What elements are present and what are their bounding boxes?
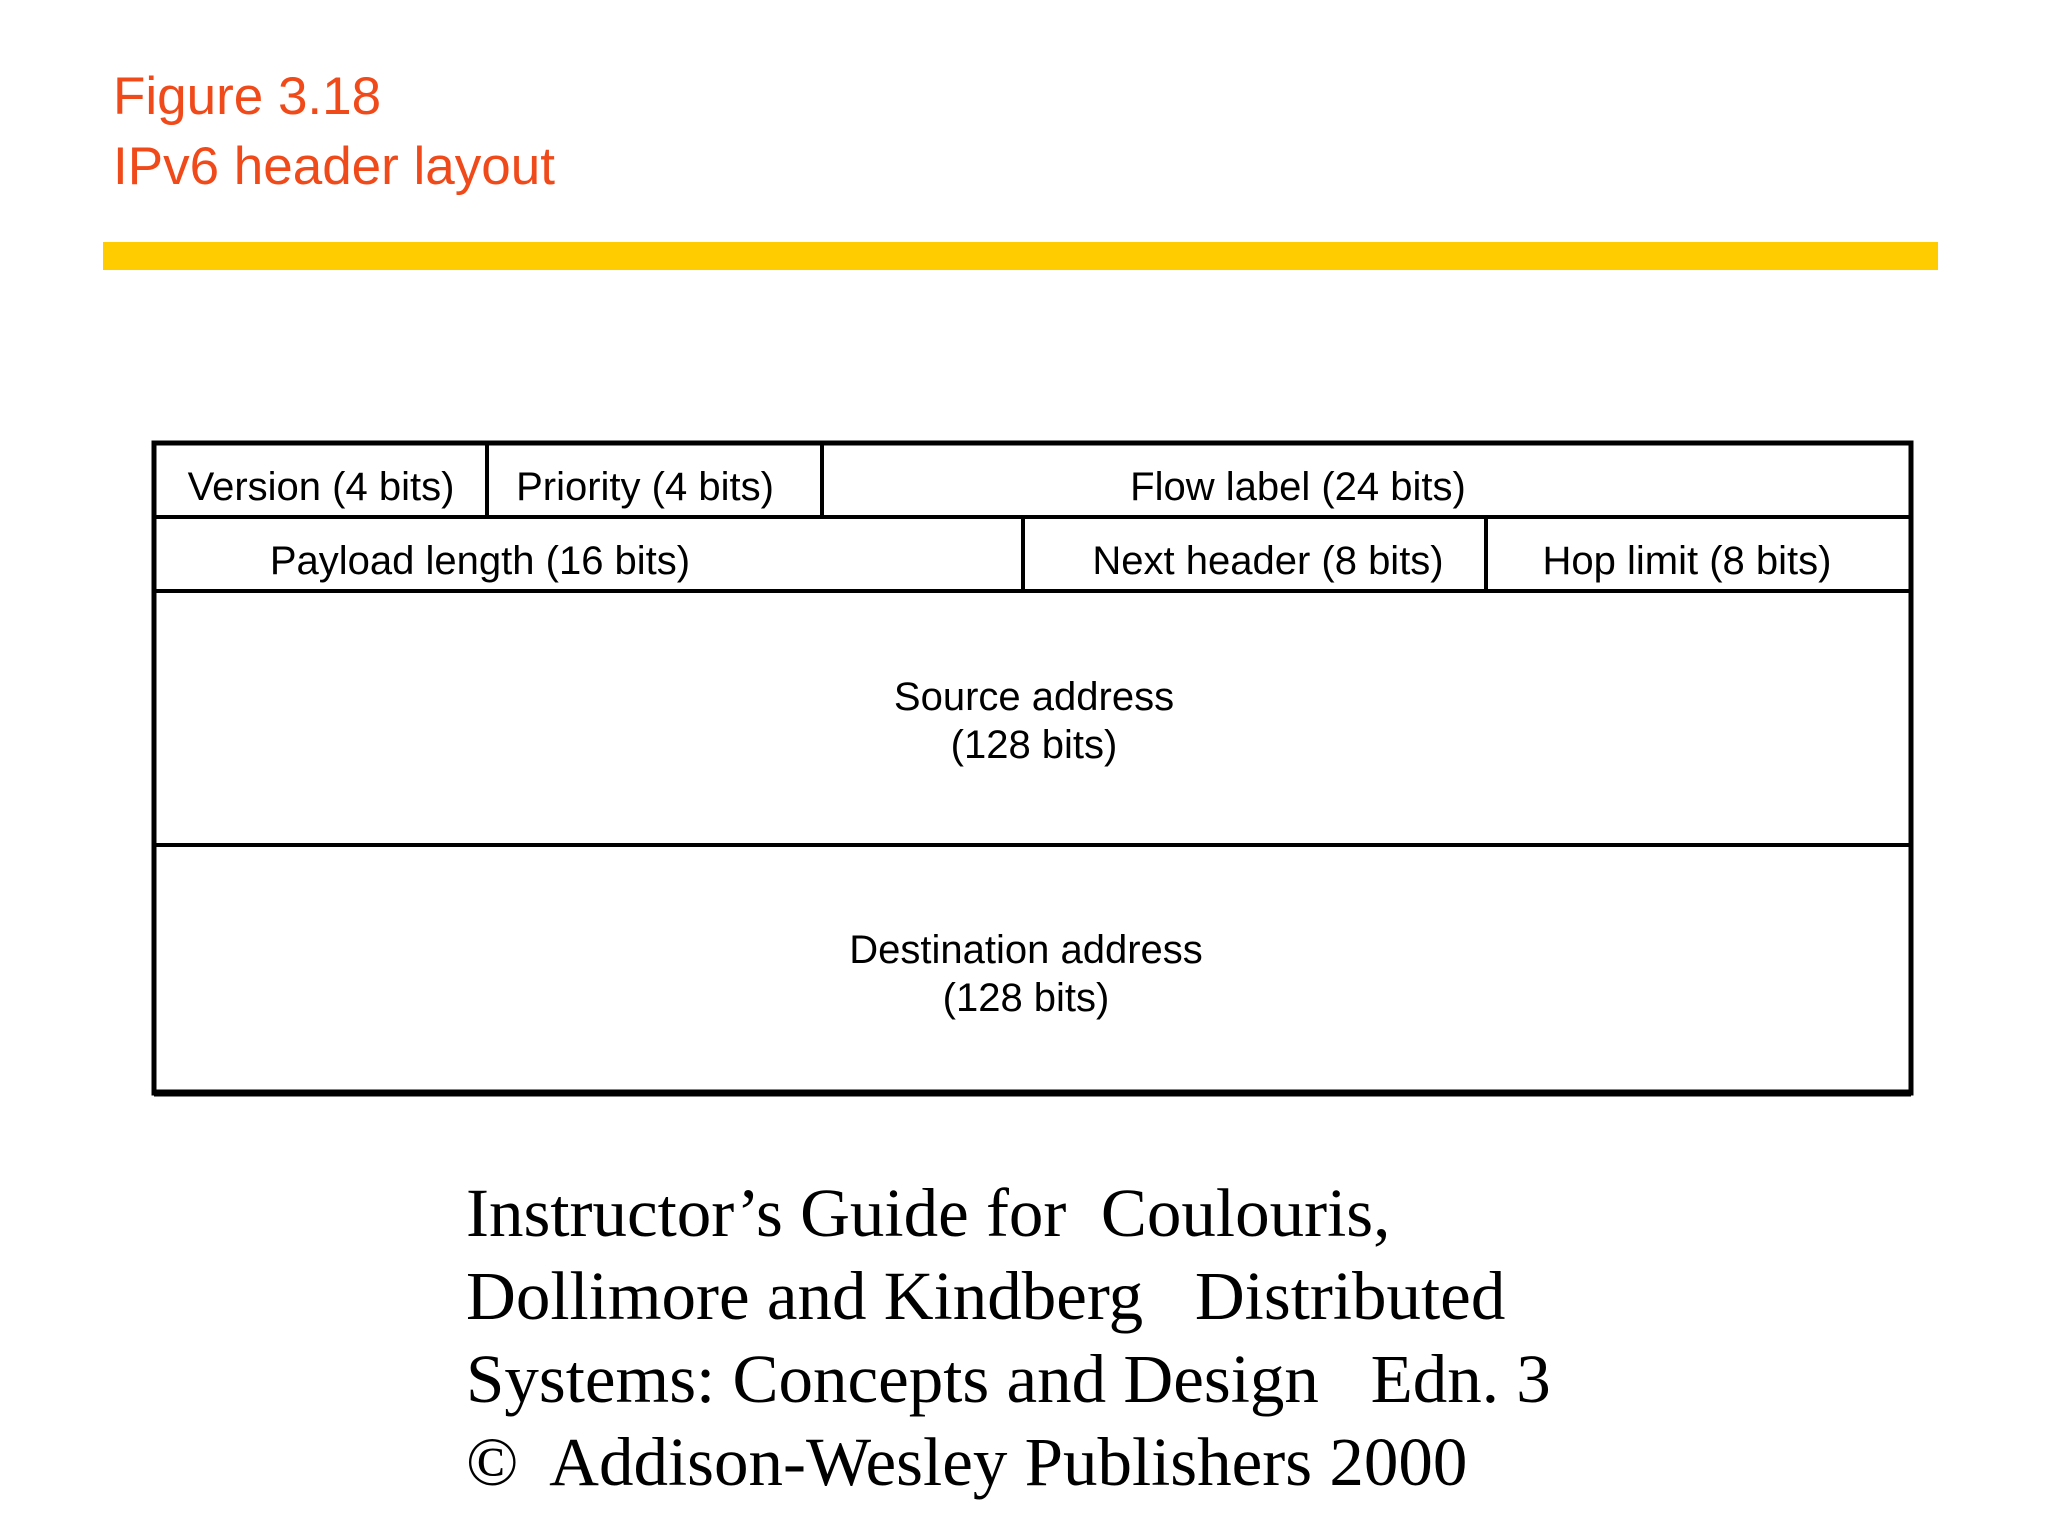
field-payload-length: Payload length (16 bits) bbox=[269, 539, 691, 583]
field-source-address-size: (128 bits) bbox=[950, 723, 1118, 767]
figure-number: Figure 3.18 bbox=[113, 67, 382, 126]
field-destination-address-size: (128 bits) bbox=[942, 976, 1110, 1020]
field-next-header: Next header (8 bits) bbox=[1092, 539, 1444, 583]
field-hop-limit: Hop limit (8 bits) bbox=[1542, 539, 1832, 583]
credit-line-1: Instructor’s Guide for Coulouris, bbox=[466, 1175, 1391, 1251]
field-destination-address: Destination address bbox=[849, 928, 1203, 972]
field-version: Version (4 bits) bbox=[187, 465, 455, 509]
field-priority: Priority (4 bits) bbox=[516, 465, 774, 509]
credit-line-3: Systems: Concepts and Design Edn. 3 bbox=[466, 1341, 1551, 1417]
credit-line-2: Dollimore and Kindberg Distributed bbox=[466, 1258, 1506, 1334]
field-flow-label: Flow label (24 bits) bbox=[1130, 465, 1466, 509]
field-source-address: Source address bbox=[893, 675, 1175, 719]
figure-caption: IPv6 header layout bbox=[113, 137, 555, 196]
credit-line-4: © Addison-Wesley Publishers 2000 bbox=[466, 1424, 1468, 1500]
book-credit bbox=[466, 1172, 1551, 1504]
